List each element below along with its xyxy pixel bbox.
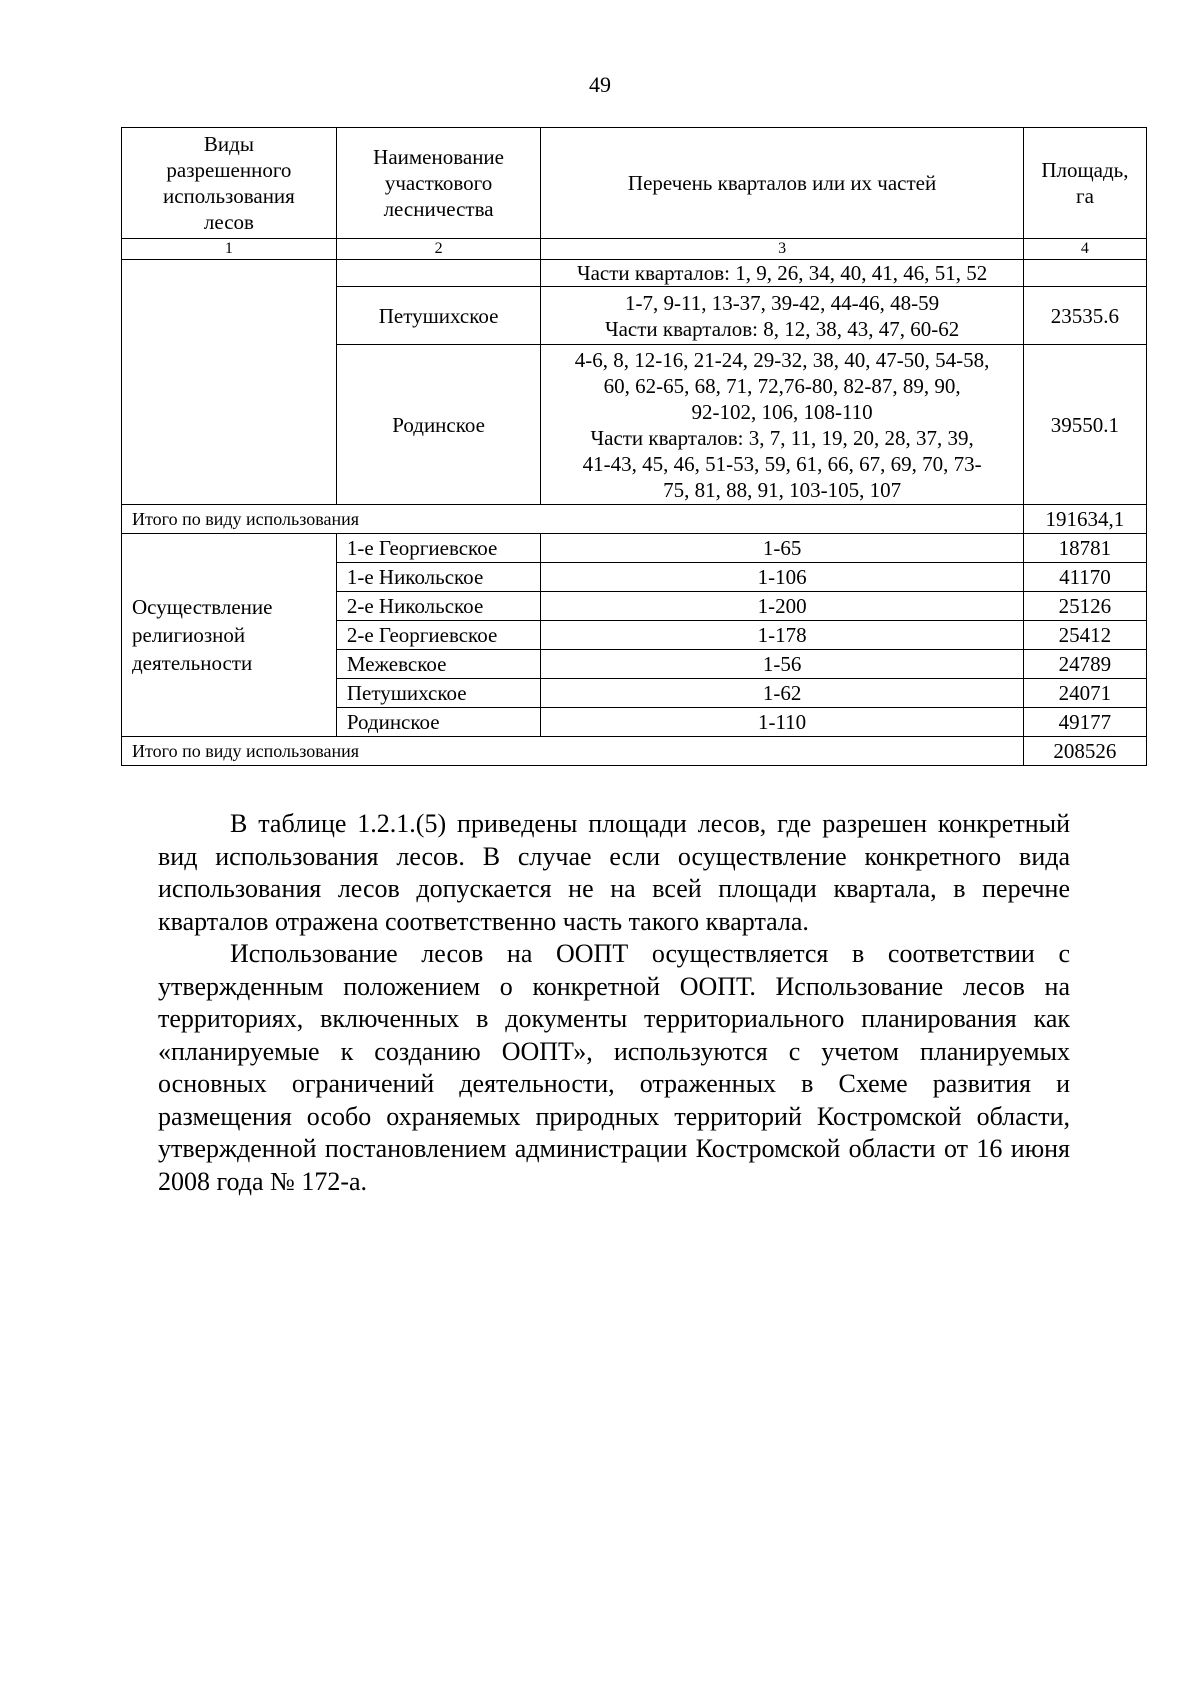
area-cell xyxy=(1023,260,1146,287)
header-quarters: Перечень кварталов или их частей xyxy=(541,128,1024,239)
area-cell: 18781 xyxy=(1023,534,1146,563)
header-area: Площадь, га xyxy=(1023,128,1146,239)
table-row xyxy=(122,260,1147,287)
area-cell: 24789 xyxy=(1023,650,1146,679)
area-cell: 24071 xyxy=(1023,679,1146,708)
column-number: 2 xyxy=(336,239,540,260)
table-header-row xyxy=(122,128,1147,239)
table-row xyxy=(122,534,1147,563)
area-cell: 25412 xyxy=(1023,621,1146,650)
use-type-cell xyxy=(122,260,337,505)
forestry-cell xyxy=(336,260,540,287)
forestry-cell: 2-е Георгиевское xyxy=(336,621,540,650)
use-type-cell: Осуществление религиозной деятельности xyxy=(122,534,337,737)
total-label: Итого по виду использования xyxy=(122,505,1024,534)
quarters-cell: 1-56 xyxy=(541,650,1024,679)
header-forestry: Наименование участкового лесничества xyxy=(336,128,540,239)
area-cell: 39550.1 xyxy=(1023,345,1146,505)
forestry-cell: Петушихское xyxy=(336,287,540,345)
column-number-row xyxy=(122,239,1147,260)
quarters-cell: 1-106 xyxy=(541,563,1024,592)
quarters-cell: 1-200 xyxy=(541,592,1024,621)
quarters-cell: 4-6, 8, 12-16, 21-24, 29-32, 38, 40, 47-50, 54-58, 60, 62-65, 68, 71, 72,76-80, 82-87, 89, 90, 92-102, 106, 108-110 Части кварталов: 3, 7, 11, 19, 20, 28, 37, 39, 41-43, 45, 46, 51-53, 59, 61, 66, 67, 69, 70, 73- 75, 81, 88, 91, 103-105, 107 xyxy=(541,345,1024,505)
area-cell: 41170 xyxy=(1023,563,1146,592)
total-value: 191634,1 xyxy=(1023,505,1146,534)
body-text xyxy=(158,808,1070,1198)
forestry-cell: Родинское xyxy=(336,708,540,737)
forestry-cell: Родинское xyxy=(336,345,540,505)
total-label: Итого по виду использования xyxy=(122,737,1024,766)
quarters-cell: 1-178 xyxy=(541,621,1024,650)
quarters-cell: 1-65 xyxy=(541,534,1024,563)
column-number: 1 xyxy=(122,239,337,260)
forestry-cell: Межевское xyxy=(336,650,540,679)
page-number: 49 xyxy=(589,72,611,97)
total-row xyxy=(122,737,1147,766)
area-cell: 49177 xyxy=(1023,708,1146,737)
forestry-cell: 1-е Никольское xyxy=(336,563,540,592)
quarters-cell: 1-62 xyxy=(541,679,1024,708)
quarters-cell: Части кварталов: 1, 9, 26, 34, 40, 41, 46, 51, 52 xyxy=(541,260,1024,287)
forestry-cell: 2-е Никольское xyxy=(336,592,540,621)
total-row xyxy=(122,505,1147,534)
paragraph: В таблице 1.2.1.(5) приведены площади лесов, где разрешен конкретный вид использования лесов. В случае если осуществление конкретного вида использования лесов допускается не на всей площади квартала, в перечне кварталов отражена соответственно часть такого квартала. xyxy=(158,809,1070,936)
column-number: 4 xyxy=(1023,239,1146,260)
quarters-cell: 1-110 xyxy=(541,708,1024,737)
forestry-cell: Петушихское xyxy=(336,679,540,708)
header-use-type: Виды разрешенного использования лесов xyxy=(122,128,337,239)
column-number: 3 xyxy=(541,239,1024,260)
area-cell: 25126 xyxy=(1023,592,1146,621)
total-value: 208526 xyxy=(1023,737,1146,766)
area-cell: 23535.6 xyxy=(1023,287,1146,345)
paragraph: Использование лесов на ООПТ осуществляется в соответствии с утвержденным положением о конкретной ООПТ. Использование лесов на территориях, включенных в документы территориального планирования как «планируемые к созданию ООПТ», используются с учетом планируемых основных ограничений деятельности, отраженных в Схеме развития и размещения особо охраняемых природных территорий Костромской области, утвержденной постановлением администрации Костромской области от 16 июня 2008 года № 172-а. xyxy=(158,939,1070,1196)
quarters-cell: 1-7, 9-11, 13-37, 39-42, 44-46, 48-59 Части кварталов: 8, 12, 38, 43, 47, 60-62 xyxy=(541,287,1024,345)
forestry-cell: 1-е Георгиевское xyxy=(336,534,540,563)
forest-use-table xyxy=(121,127,1147,766)
